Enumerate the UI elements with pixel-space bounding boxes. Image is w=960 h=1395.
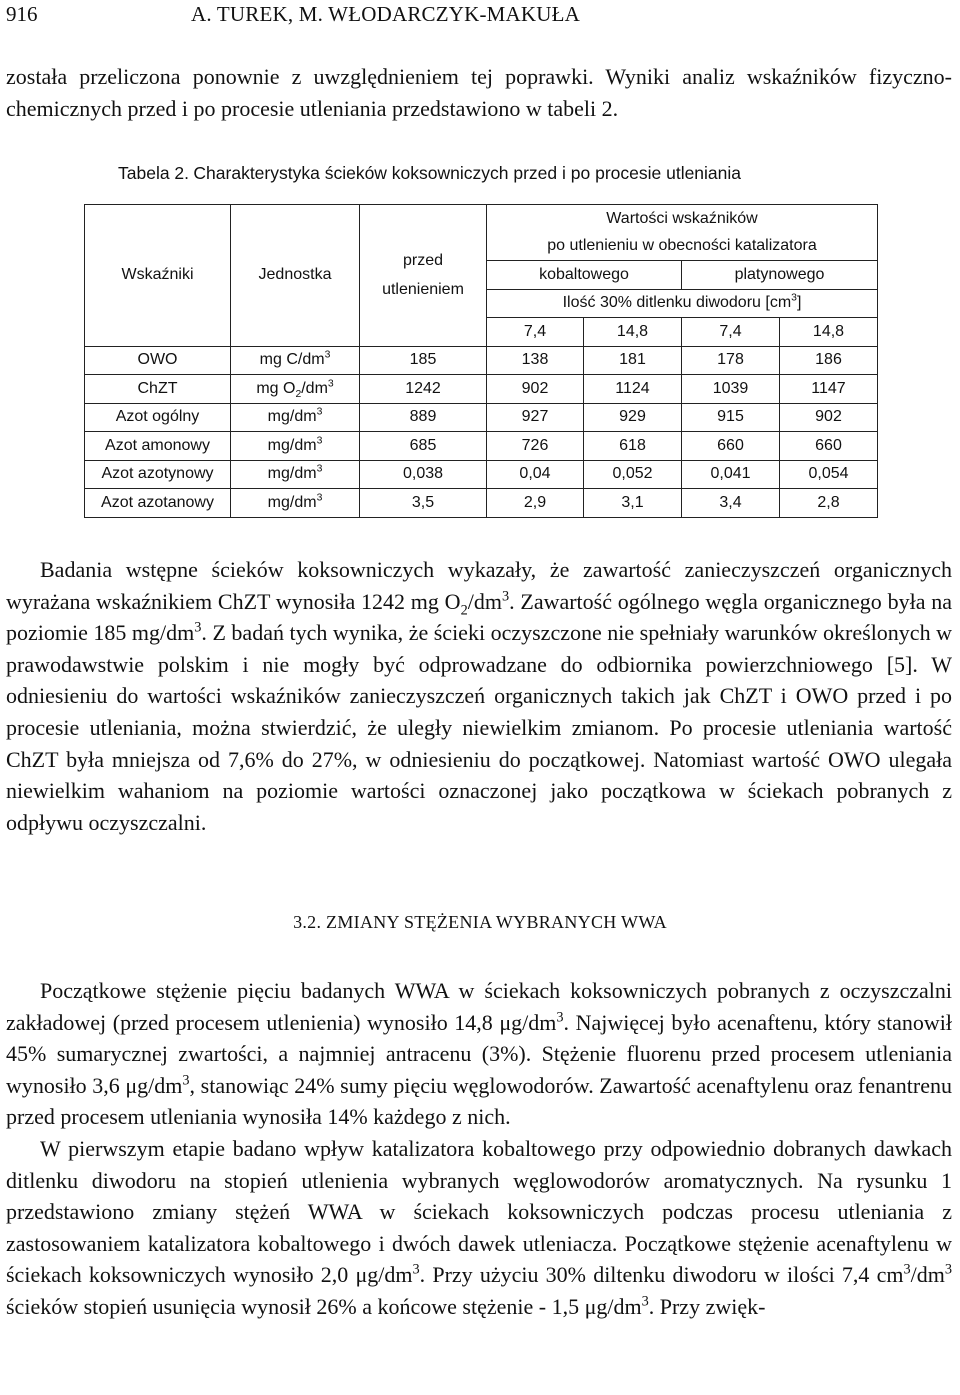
row-unit: mg $O_2/dm^3$ [231, 375, 360, 404]
running-header [6, 2, 946, 30]
header-dose: Ilość 30% ditlenku diwodoru $[cm^3]$ [487, 289, 878, 318]
header-cobalt: kobaltowego [487, 261, 682, 290]
table-row: Azot ogólny $mg/dm^3$ 889 927 929 915 902 [85, 403, 878, 432]
row-name: Azot ogólny [85, 403, 231, 432]
table-row: Azot azotanowy $mg/dm^3$ 3,5 2,9 3,1 3,4 2,8 [85, 489, 878, 518]
dose-value: 7,4 [487, 318, 584, 347]
table-row: Azot amonowy $mg/dm^3$ 685 726 618 660 660 [85, 432, 878, 461]
row-name: OWO [85, 346, 231, 375]
header-platinum: platynowego [682, 261, 878, 290]
header-indicator: Wskaźniki [85, 205, 231, 347]
row-unit: $mg/dm^3$ [231, 460, 360, 489]
dose-value: 14,8 [780, 318, 878, 347]
table-row: Azot azotynowy $mg/dm^3$ 0,038 0,04 0,052 0,041 0,054 [85, 460, 878, 489]
row-unit: $mg/dm^3$ [231, 489, 360, 518]
header-values-title: Wartości wskaźników [487, 205, 878, 233]
intro-paragraph [6, 61, 952, 124]
table-caption-text: Charakterystyka ścieków koksowniczych przed i po procesie utleniania [193, 163, 742, 183]
header-unit: Jednostka [231, 205, 360, 347]
table-row: ChZT mg $O_2/dm^3$ 1242 902 1124 1039 1147 [85, 375, 878, 404]
row-unit: $mg/dm^3$ [231, 403, 360, 432]
dose-value: 14,8 [584, 318, 682, 347]
results-paragraph [6, 554, 952, 838]
results-text: Badania wstępne ścieków koksowniczych wykazały, że zawartość zanieczyszczeń organicznych wyrażana wskaźnikiem ChZT wynosiła 1242 mg $O_2/dm^3$. Zawartość ogólnego węgla organicznego była na poziomie 185 $mg/dm^3$. Z badań tych wynika, że ścieki oczyszczone nie spełniały warunków określonych w prawodawstwie polskim i nie mogły być odprowadzane do odbiornika powierzchniowego [5]. W odniesieniu do wartości wskaźników zanieczyszczeń organicznych takich jak ChZT i OWO przed i po procesie utleniania, można stwierdzić, że uległy niewielkim zmianom. Po procesie utleniania wartość ChZT była mniejsza od 7,6% do 27%, w odniesieniu do początkowej. Natomiast wartość OWO ulegała niewielkim wahaniom na poziomie wartości oznaczonej jako początkowa w ściekach pobranych z odpływu oczyszczalni. [6, 557, 952, 835]
row-name: Azot azotynowy [85, 460, 231, 489]
running-authors: A. TUREK, M. WŁODARCZYK-MAKUŁA [191, 2, 581, 26]
row-unit: mg $C/dm^3$ [231, 346, 360, 375]
table-caption [118, 163, 878, 184]
header-before: przed utlenieniem [360, 205, 487, 347]
page-number: 916 [6, 2, 38, 26]
header-after-title: po utlenieniu w obecności katalizatora [487, 233, 878, 261]
table-caption-label: Tabela 2. [118, 163, 190, 183]
row-unit: $mg/dm^3$ [231, 432, 360, 461]
row-name: Azot amonowy [85, 432, 231, 461]
section-heading: 3.2. ZMIANY STĘŻENIA WYBRANYCH WWA [293, 912, 667, 932]
table-row: OWO mg $C/dm^3$ 185 138 181 178 186 [85, 346, 878, 375]
dose-value: 7,4 [682, 318, 780, 347]
intro-text: została przeliczona ponownie z uwzględnieniem tej poprawki. Wyniki analiz wskaźników fizyczno-chemicznych przed i po procesie utleniania przedstawiono w tabeli 2. [6, 64, 952, 121]
row-name: ChZT [85, 375, 231, 404]
row-name: Azot azotanowy [85, 489, 231, 518]
indicators-table [84, 204, 878, 518]
cobalt-text: W pierwszym etapie badano wpływ katalizatora kobaltowego przy odpowiednio dobranych dawkach ditlenku diwodoru na stopień utlenienia wybranych węglowodorów aromatycznych. Na rysunku 1 przedstawiono zmiany stężeń WWA w ściekach koksowniczych podczas procesu utleniania z zastosowaniem katalizatora kobaltowego i dwóch dawek utleniacza. Początkowe stężenie acenaftylenu w ściekach koksowniczych wynosiło 2,0 $\mu g/dm^3$. Przy użyciu 30% diltenku diwodoru w ilości 7,4 $cm^3/dm^3$ ścieków stopień usunięcia wynosił 26% a końcowe stężenie - 1,5 $\mu g/dm^3$. Przy zwięk- [6, 1135, 953, 1319]
pah-text: Początkowe stężenie pięciu badanych WWA w ściekach koksowniczych pobranych z oczyszczalni zakładowej (przed procesem utlenienia) wynosiło 14,8 $\mu g/dm^3$. Najwięcej było acenaftenu, który stanowił 45% sumarycznej zwartości, a najmniej antracenu (3%). Stężenie fluorenu przed procesem utleniania wynosiło 3,6 $\mu g/dm^3$, stanowiąc 24% sumy pięciu węglowodorów. Zawartość acenaftylenu oraz fenantrenu przed procesem utleniania wynosiła 14% każdego z nich. [6, 978, 952, 1130]
pah-paragraph [6, 975, 952, 1323]
